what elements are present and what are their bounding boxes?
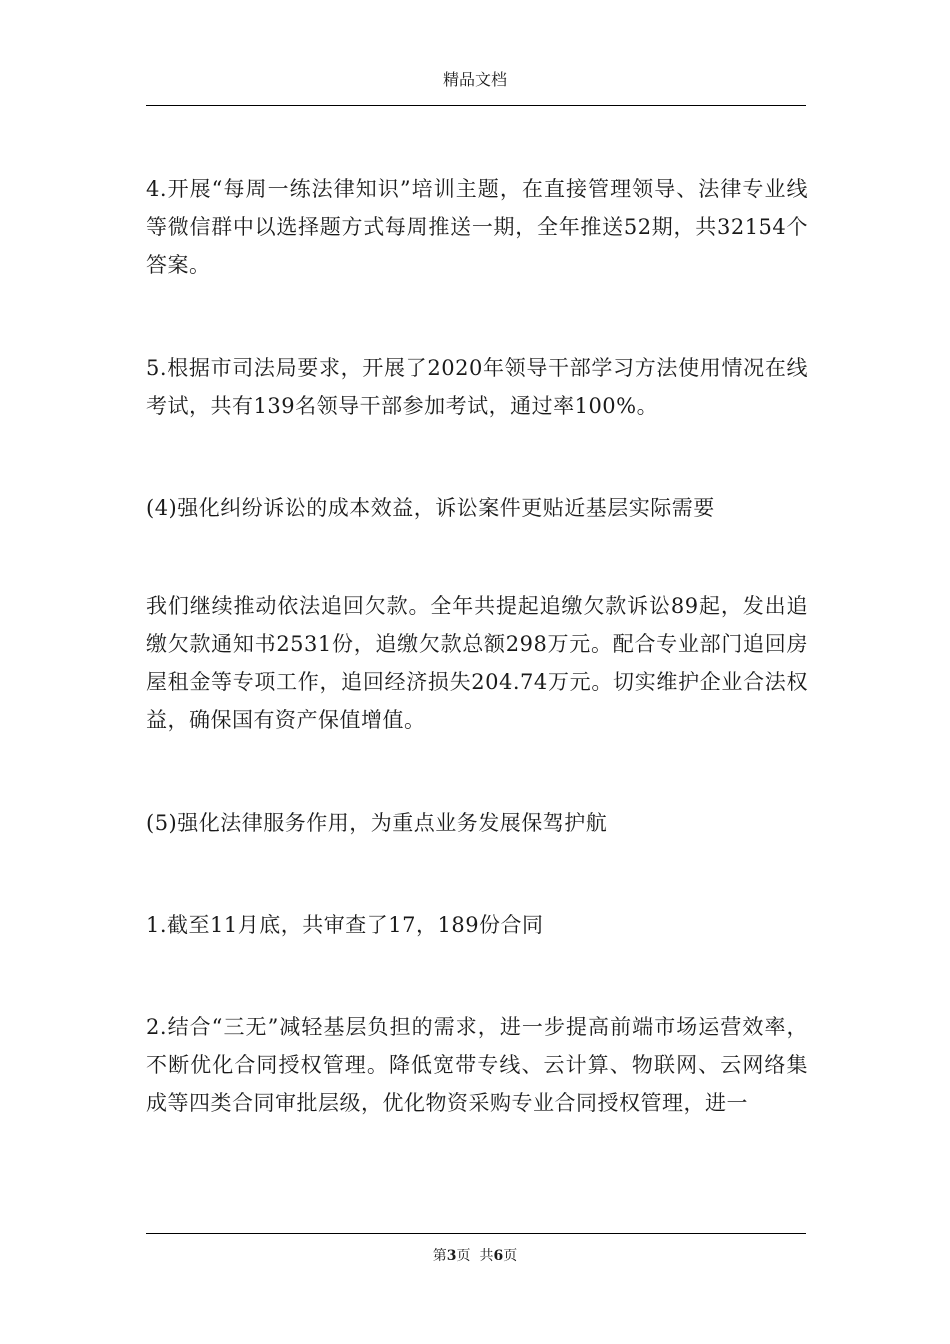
paragraph-item-2: 2.结合“三无”减轻基层负担的需求，进一步提高前端市场运营效率，不断优化合同授权管理。降低宽带专线、云计算、物联网、云网络集成等四类合同审批层级，优化物资采购专业合同授权管理，进一: [146, 1015, 808, 1115]
header-divider: [146, 105, 806, 106]
paragraph-item-5: 5.根据市司法局要求，开展了2020年领导干部学习方法使用情况在线考试，共有139名领导干部参加考试，通过率100%。: [146, 356, 808, 418]
paragraph-debt-recovery: 我们继续推动依法追回欠款。全年共提起追缴欠款诉讼89起，发出追缴欠款通知书2531份，追缴欠款总额298万元。配合专业部门追回房屋租金等专项工作，追回经济损失204.74万元。切实维护企业合法权益，确保国有资产保值增值。: [146, 594, 808, 732]
page-current: 3: [446, 1248, 457, 1264]
page-prefix: 第: [432, 1248, 447, 1264]
page-total: 6: [493, 1248, 504, 1264]
document-body: [146, 170, 808, 1122]
page-mid: 页 共: [456, 1248, 494, 1264]
section-heading-5: (5)强化法律服务作用，为重点业务发展保驾护航: [146, 811, 608, 835]
page-footer: [0, 1246, 950, 1266]
header-title: 精品文档: [442, 70, 507, 89]
page-suffix: 页: [503, 1248, 518, 1264]
section-heading-4: (4)强化纠纷诉讼的成本效益，诉讼案件更贴近基层实际需要: [146, 496, 715, 520]
page-header: [0, 0, 950, 108]
paragraph-item-1: 1.截至11月底，共审查了17，189份合同: [146, 913, 544, 937]
paragraph-item-4: 4.开展“每周一练法律知识”培训主题，在直接管理领导、法律专业线等微信群中以选择题方式每周推送一期，全年推送52期，共32154个答案。: [146, 177, 808, 277]
footer-divider: [146, 1233, 806, 1234]
